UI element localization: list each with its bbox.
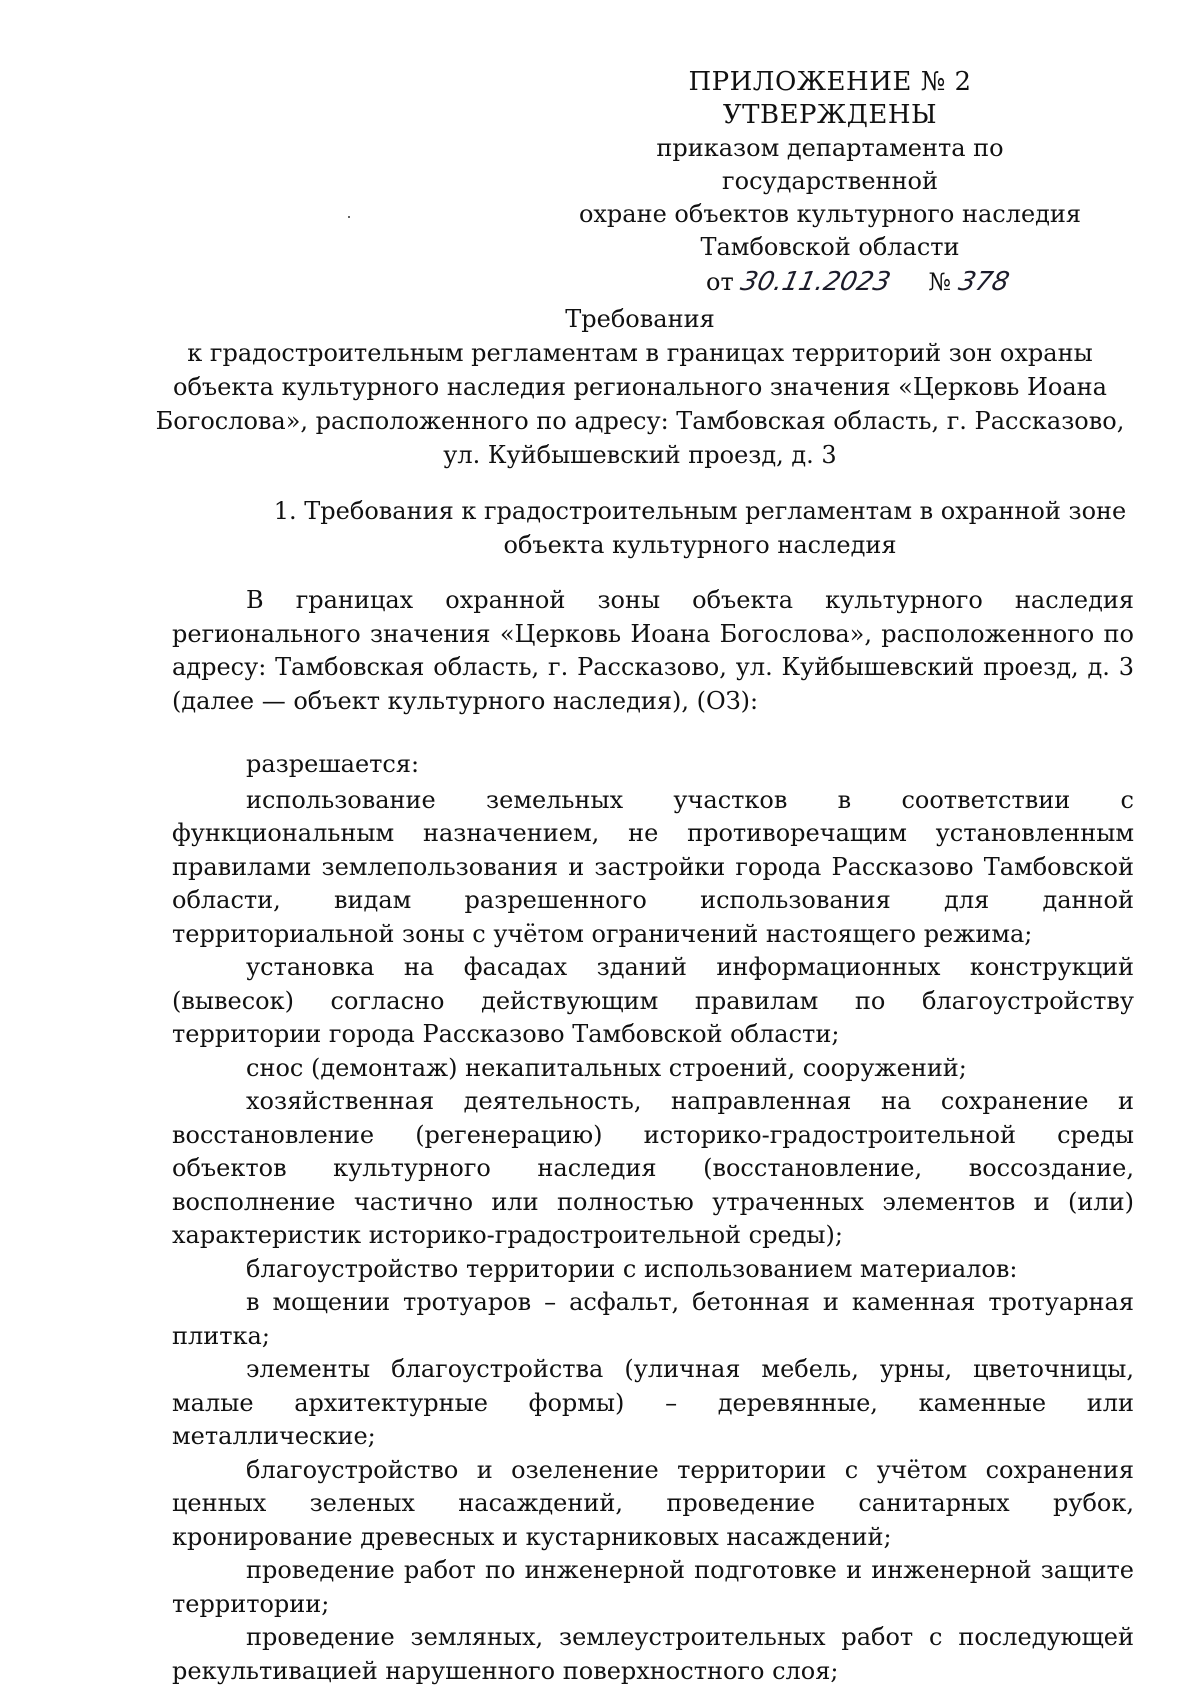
approved-heading: УТВЕРЖДЕНЫ <box>722 100 938 130</box>
list-item: благоустройство и озеленение территории с учётом сохранения ценных зеленых насаждений, проведение санитарных рубок, кронирование древесных и кустарниковых насаждений; <box>172 1455 1134 1551</box>
handwritten-number: 378 <box>955 267 1012 297</box>
document-title <box>150 302 1130 472</box>
list-item: проведение работ по инженерной подготовке и инженерной защите территории; <box>172 1556 1134 1618</box>
title-line4: ул. Куйбышевский проезд, д. 3 <box>443 441 837 469</box>
title-line1: к градостроительным регламентам в границах территорий зон охраны <box>187 339 1093 367</box>
date-prefix: от <box>706 268 734 296</box>
approval-order-line3: Тамбовской области <box>700 233 960 261</box>
list-item: в мощении тротуаров – асфальт, бетонная и каменная тротуарная плитка; <box>172 1288 1134 1350</box>
list-item: элементы благоустройства (уличная мебель, урны, цветочницы, малые архитектурные формы) – деревянные, каменные или металлические; <box>172 1355 1134 1450</box>
allowed-label: разрешается: <box>246 750 420 778</box>
list-item: проведение земляных, землеустроительных работ с последующей рекультивацией нарушенного поверхностного слоя; <box>172 1623 1134 1685</box>
list-item: снос (демонтаж) некапитальных строений, сооружений; <box>246 1053 967 1082</box>
approval-block <box>560 66 1100 299</box>
intro-paragraph: В границах охранной зоны объекта культурного наследия регионального значения «Церковь Иоана Богослова», расположенного по адресу: Тамбовская область, г. Рассказово, ул. Куйбышевский проезд, д. 3 (далее — объект культурного наследия), (ОЗ): <box>172 586 1134 715</box>
title-line2: объекта культурного наследия регионального значения «Церковь Иоана <box>173 373 1107 401</box>
handwritten-date: 30.11.2023 <box>738 267 894 297</box>
title-line3: Богослова», расположенного по адресу: Тамбовская область, г. Рассказово, <box>155 407 1125 435</box>
appendix-number: ПРИЛОЖЕНИЕ № 2 <box>688 67 972 97</box>
scan-speck <box>348 216 350 218</box>
list-item: установка на фасадах зданий информационных конструкций (вывесок) согласно действующим правилам по благоустройству территории города Рассказово Тамбовской области; <box>172 953 1134 1048</box>
approval-date-line <box>560 266 1100 299</box>
number-prefix: № <box>928 268 952 296</box>
list-item: использование земельных участков в соответствии с функциональным назначением, не противоречащим установленным правилами землепользования и застройки города Рассказово Тамбовской области, видам разрешенного использования для данной территориальной зоны с учётом ограничений настоящего режима; <box>172 785 1134 948</box>
section-heading-line2: объекта культурного наследия <box>503 531 897 559</box>
list-item: благоустройство территории с использованием материалов: <box>246 1254 1018 1283</box>
section-heading <box>270 494 1130 562</box>
allowed-list <box>172 748 1134 1688</box>
approval-order-line1: приказом департамента по государственной <box>656 134 1004 195</box>
approval-order-line2: охране объектов культурного наследия <box>578 200 1082 228</box>
title-word: Требования <box>565 305 715 333</box>
list-item: хозяйственная деятельность, направленная на сохранение и восстановление (регенерацию) историко-градостроительной среды объектов культурного наследия (восстановление, воссоздание, восполнение частично или полностью утраченных элементов и (или) характеристик историко-градостроительной среды); <box>172 1087 1134 1249</box>
section-heading-line1: 1. Требования к градостроительным регламентам в охранной зоне <box>273 497 1127 525</box>
